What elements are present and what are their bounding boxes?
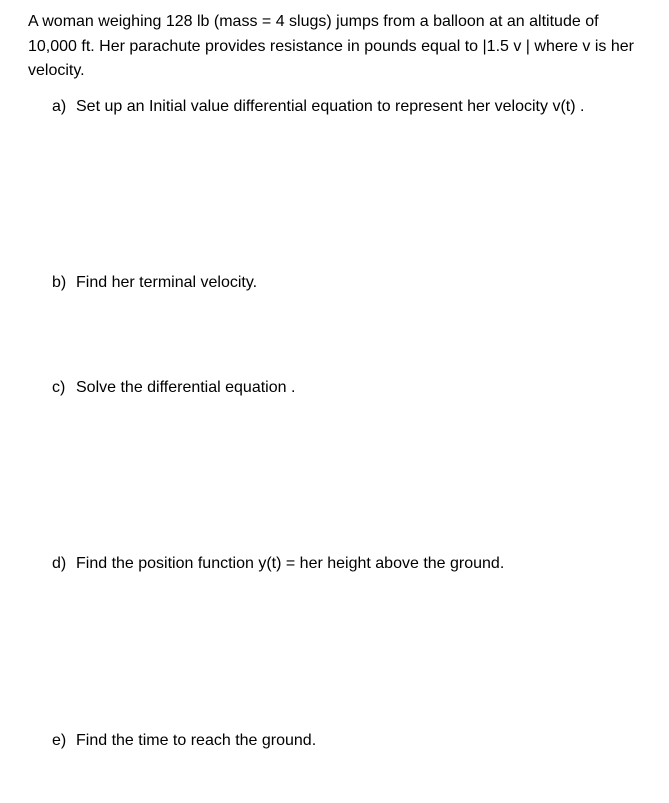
question-a-text: Set up an Initial value differential equation to represent her velocity v(t) . xyxy=(76,98,585,115)
question-a xyxy=(52,96,584,118)
question-e xyxy=(52,730,316,752)
question-a-letter: a) xyxy=(52,98,67,115)
question-c-text: Solve the differential equation . xyxy=(76,379,296,396)
question-d xyxy=(52,553,504,575)
question-d-letter: d) xyxy=(52,555,67,572)
question-e-text: Find the time to reach the ground. xyxy=(76,732,317,749)
question-e-letter: e) xyxy=(52,732,67,749)
problem-statement: A woman weighing 128 lb (mass = 4 slugs) jumps from a balloon at an altitude of 10,000 ft. Her parachute provides resistance in pounds equal to |1.5 v | where v is her velocity. xyxy=(28,13,634,79)
question-d-text: Find the position function y(t) = her height above the ground. xyxy=(76,555,505,572)
question-c xyxy=(52,377,295,399)
question-c-letter: c) xyxy=(52,379,66,396)
question-b-letter: b) xyxy=(52,274,67,291)
question-b-text: Find her terminal velocity. xyxy=(76,274,258,291)
question-b xyxy=(52,272,257,294)
